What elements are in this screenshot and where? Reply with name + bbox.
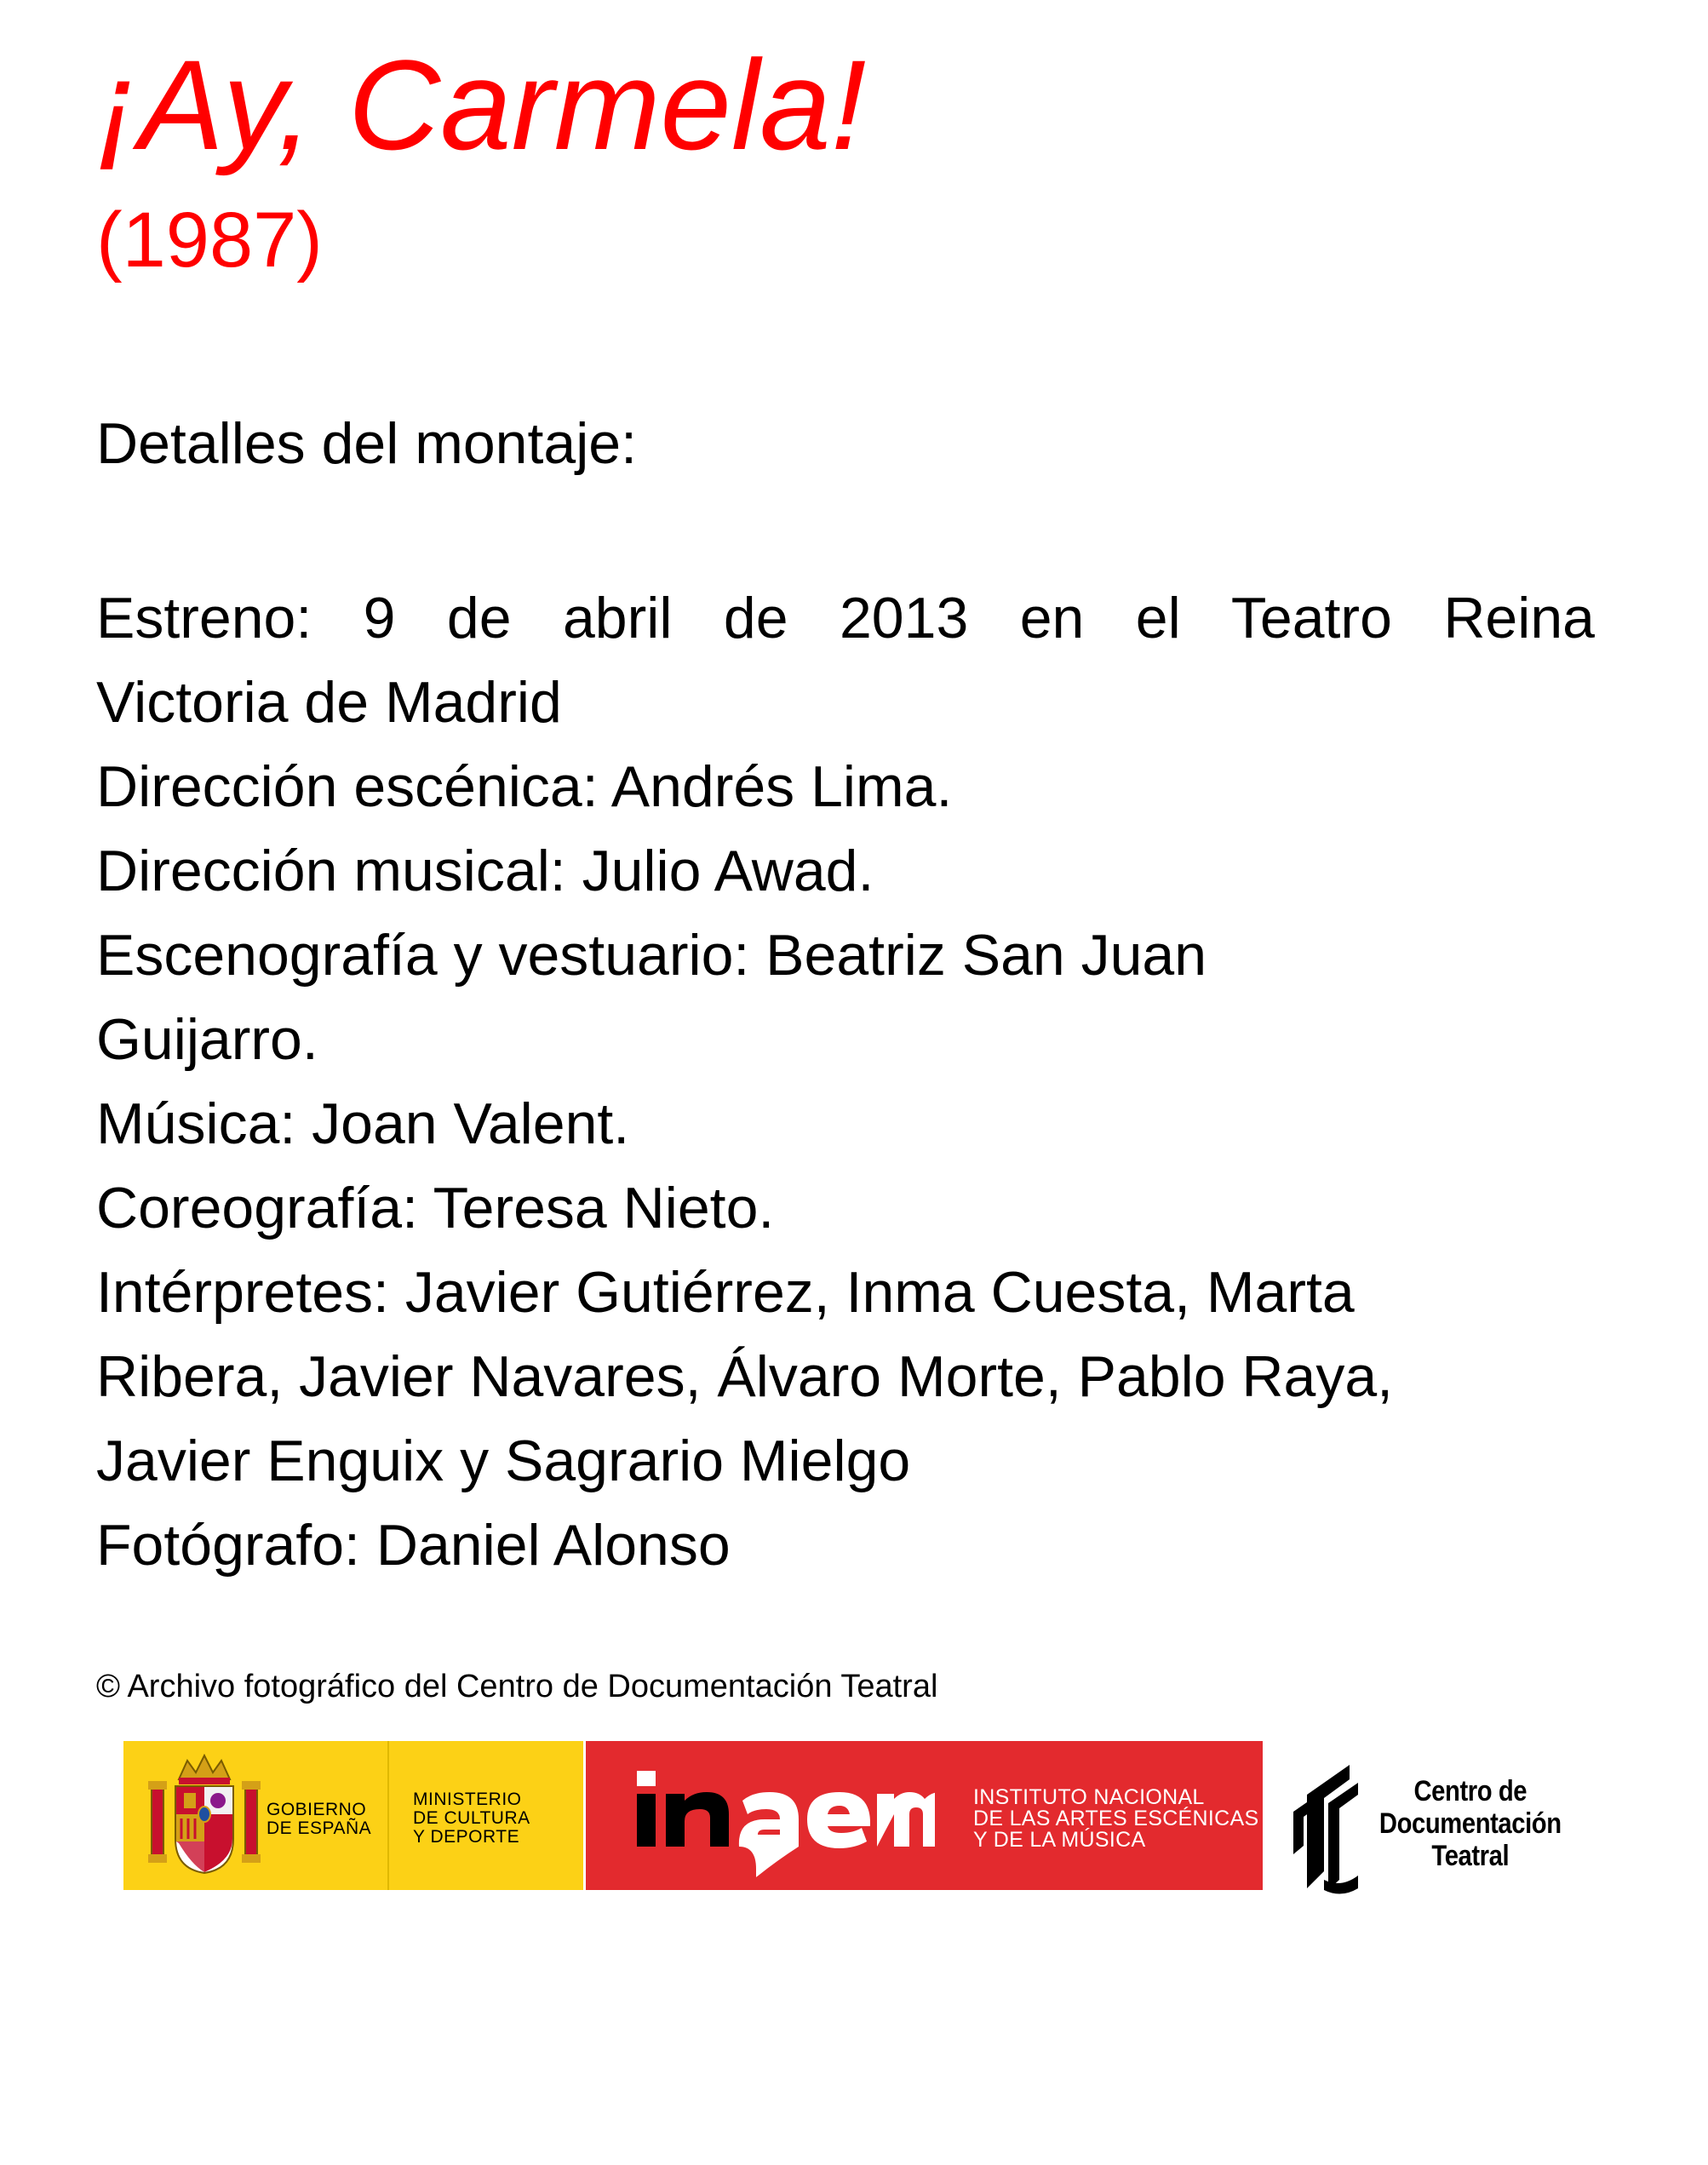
detail-line: Victoria de Madrid	[96, 670, 562, 735]
detail-line: Dirección escénica: Andrés Lima.	[96, 754, 953, 819]
divider	[387, 1741, 389, 1890]
detail-line: Guijarro.	[96, 1007, 318, 1072]
inaem-label: INSTITUTO NACIONAL DE LAS ARTES ESCÉNICAS Y DE LA MÚSICA	[973, 1785, 1259, 1852]
ministry-label: MINISTERIO DE CULTURA Y DEPORTE	[413, 1790, 530, 1847]
cdt-emblem-icon	[1290, 1761, 1367, 1897]
section-heading: Detalles del montaje:	[96, 411, 638, 476]
cdt-label: Centro de Documentación Teatral	[1378, 1775, 1562, 1872]
coat-of-arms-icon	[145, 1754, 264, 1877]
detail-line: Música: Joan Valent.	[96, 1091, 630, 1156]
inaem-wordmark-icon	[628, 1758, 935, 1890]
production-details	[96, 576, 1595, 1588]
detail-line: Intérpretes: Javier Gutiérrez, Inma Cuesta, Marta	[96, 1260, 1355, 1325]
detail-line: Javier Enguix y Sagrario Mielgo	[96, 1429, 911, 1493]
detail-line: Ribera, Javier Navares, Álvaro Morte, Pablo Raya,	[96, 1344, 1394, 1409]
copyright-notice: © Archivo fotográfico del Centro de Documentación Teatral	[96, 1669, 938, 1704]
detail-line: Estreno: 9 de abril de 2013 en el Teatro Reina	[96, 586, 1595, 650]
page-title: ¡Ay, Carmela!	[96, 33, 867, 176]
detail-line: Coreografía: Teresa Nieto.	[96, 1176, 775, 1240]
production-year: (1987)	[96, 197, 323, 284]
government-ministry-logo	[123, 1741, 583, 1890]
detail-line: Escenografía y vestuario: Beatriz San Juan	[96, 923, 1207, 988]
government-label: GOBIERNO DE ESPAÑA	[267, 1800, 372, 1838]
detail-line: Dirección musical: Julio Awad.	[96, 839, 874, 903]
detail-line: Fotógrafo: Daniel Alonso	[96, 1513, 731, 1578]
inaem-logo	[586, 1741, 1263, 1890]
